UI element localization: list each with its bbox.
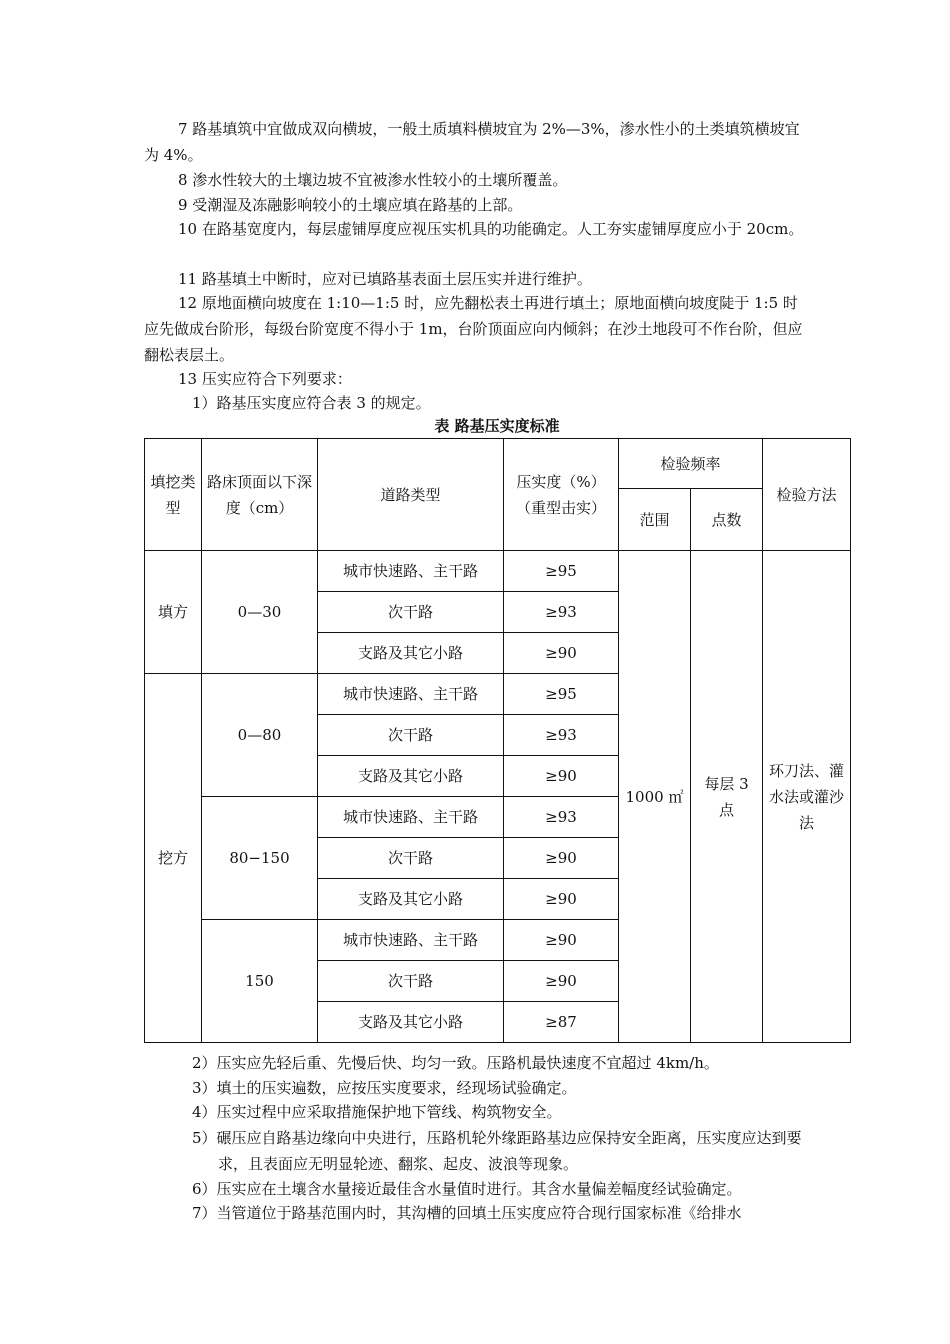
header-points: 点数 xyxy=(691,489,763,551)
road-type-cell: 支路及其它小路 xyxy=(318,633,504,674)
sub-item-5: 5）碾压应自路基边缘向中央进行，压路机轮外缘距路基边应保持安全距离，压实度应达到要求，且表面应无明显轮迹、翻浆、起皮、波浪等现象。 xyxy=(192,1129,802,1173)
paragraph-7: 7 路基填筑中宜做成双向横坡，一般土质填料横坡宜为 2%—3%，渗水性小的土类填筑横坡宜为 4%。 xyxy=(144,120,800,164)
header-type: 填挖类型 xyxy=(145,439,202,551)
compaction-cell: ≥90 xyxy=(504,838,619,879)
method-cell: 环刀法、灌水法或灌沙法 xyxy=(763,551,851,1043)
compaction-cell: ≥95 xyxy=(504,551,619,592)
table-row xyxy=(145,551,851,592)
depth-0-30: 0—30 xyxy=(202,551,318,674)
header-frequency: 检验频率 xyxy=(619,439,763,489)
compaction-cell: ≥93 xyxy=(504,592,619,633)
road-type-cell: 城市快速路、主干路 xyxy=(318,797,504,838)
road-type-cell: 次干路 xyxy=(318,592,504,633)
range-cell: 1000 ㎡ xyxy=(619,551,691,1043)
sub-item-1: 1）路基压实度应符合表 3 的规定。 xyxy=(192,394,431,412)
header-range: 范围 xyxy=(619,489,691,551)
compaction-cell: ≥93 xyxy=(504,797,619,838)
sub-item-4: 4）压实过程中应采取措施保护地下管线、构筑物安全。 xyxy=(192,1103,562,1121)
sub-item-2: 2）压实应先轻后重、先慢后快、均匀一致。压路机最快速度不宜超过 4km/h。 xyxy=(192,1054,719,1072)
compaction-cell: ≥90 xyxy=(504,961,619,1002)
paragraph-9: 9 受潮湿及冻融影响较小的土壤应填在路基的上部。 xyxy=(178,196,523,214)
road-type-cell: 次干路 xyxy=(318,961,504,1002)
road-type-cell: 城市快速路、主干路 xyxy=(318,674,504,715)
header-row-1 xyxy=(145,439,851,489)
paragraph-11: 11 路基填土中断时，应对已填路基表面土层压实并进行维护。 xyxy=(178,270,592,288)
paragraph-13: 13 压实应符合下列要求： xyxy=(178,370,352,388)
road-type-cell: 支路及其它小路 xyxy=(318,1002,504,1043)
table-caption: 表 路基压实度标准 xyxy=(434,417,560,435)
compaction-cell: ≥95 xyxy=(504,674,619,715)
paragraph-10: 10 在路基宽度内，每层虚铺厚度应视压实机具的功能确定。人工夯实虚铺厚度应小于 20cm。 xyxy=(178,220,804,238)
sub-item-3: 3）填土的压实遍数，应按压实度要求，经现场试验确定。 xyxy=(192,1079,577,1097)
header-method: 检验方法 xyxy=(763,439,851,551)
header-road: 道路类型 xyxy=(318,439,504,551)
depth-0-80: 0—80 xyxy=(202,674,318,797)
points-cell: 每层 3 点 xyxy=(691,551,763,1043)
group-fill: 填方 xyxy=(145,551,202,674)
depth-80-150: 80−150 xyxy=(202,797,318,920)
paragraph-8: 8 渗水性较大的土壤边坡不宜被渗水性较小的土壤所覆盖。 xyxy=(178,171,568,189)
compaction-cell: ≥90 xyxy=(504,633,619,674)
road-type-cell: 次干路 xyxy=(318,715,504,756)
compaction-cell: ≥90 xyxy=(504,756,619,797)
road-type-cell: 支路及其它小路 xyxy=(318,879,504,920)
compaction-cell: ≥90 xyxy=(504,879,619,920)
header-depth: 路床顶面以下深度（cm） xyxy=(202,439,318,551)
depth-150: 150 xyxy=(202,920,318,1043)
compaction-cell: ≥90 xyxy=(504,920,619,961)
compaction-cell: ≥87 xyxy=(504,1002,619,1043)
compaction-table xyxy=(144,438,851,1043)
road-type-cell: 支路及其它小路 xyxy=(318,756,504,797)
road-type-cell: 城市快速路、主干路 xyxy=(318,920,504,961)
group-cut: 挖方 xyxy=(145,674,202,1043)
sub-item-6: 6）压实应在土壤含水量接近最佳含水量值时进行。其含水量偏差幅度经试验确定。 xyxy=(192,1180,742,1198)
road-type-cell: 次干路 xyxy=(318,838,504,879)
paragraph-12: 12 原地面横向坡度在 1:10—1:5 时，应先翻松表土再进行填土；原地面横向坡度陡于 1:5 时应先做成台阶形，每级台阶宽度不得小于 1m，台阶顶面应向内倾斜；在沙土地段可不作台阶，但应翻松表层土。 xyxy=(144,294,803,364)
header-compaction: 压实度（%）（重型击实） xyxy=(504,439,619,551)
sub-item-7: 7）当管道位于路基范围内时，其沟槽的回填土压实度应符合现行国家标准《给排水 xyxy=(192,1204,742,1222)
road-type-cell: 城市快速路、主干路 xyxy=(318,551,504,592)
compaction-cell: ≥93 xyxy=(504,715,619,756)
